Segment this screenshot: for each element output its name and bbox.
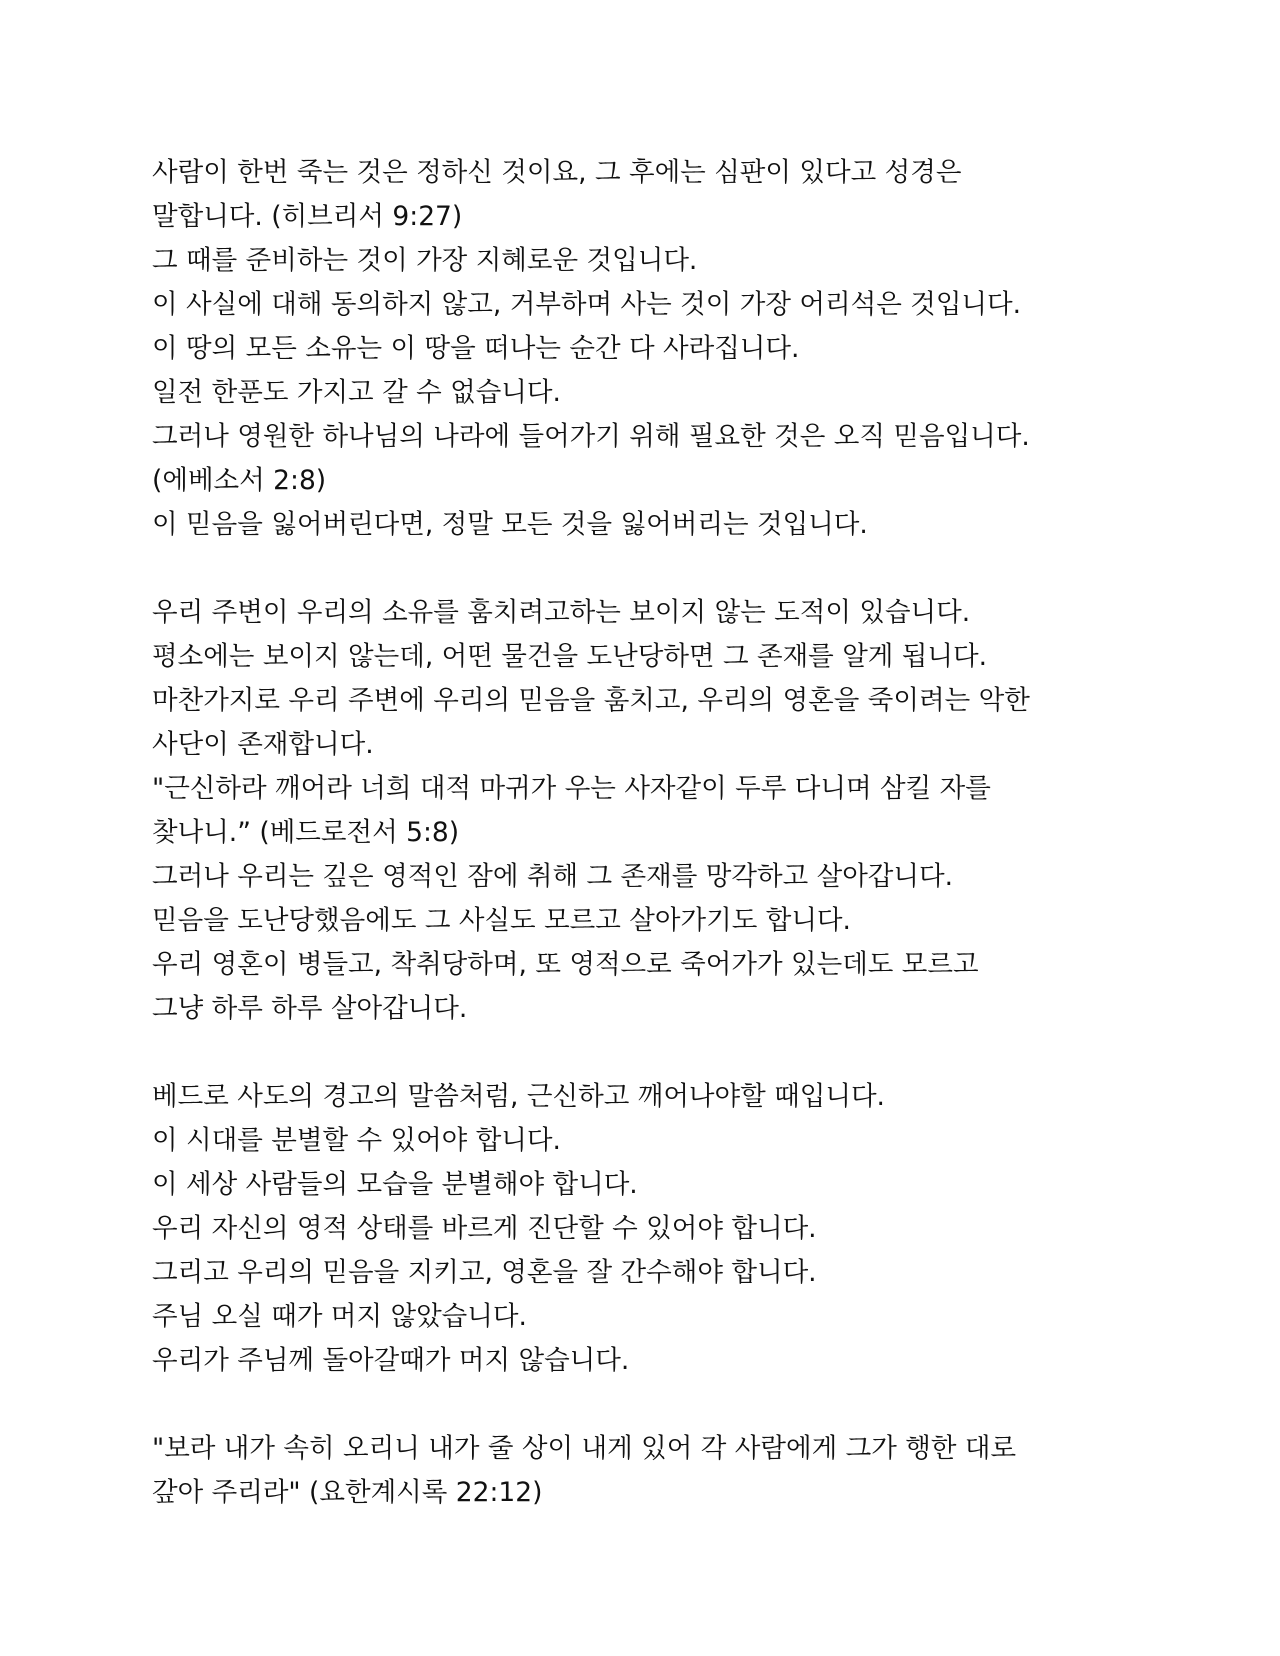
text-line: 찾나니.” (베드로전서 5:8) [152, 817, 460, 848]
text-line: (에베소서 2:8) [152, 465, 327, 496]
text-line: 우리 자신의 영적 상태를 바르게 진단할 수 있어야 합니다. [152, 1213, 817, 1244]
text-line: 그러나 우리는 깊은 영적인 잠에 취해 그 존재를 망각하고 살아갑니다. [152, 861, 954, 892]
text-line: 일전 한푼도 가지고 갈 수 없습니다. [152, 377, 561, 408]
text-line: 이 시대를 분별할 수 있어야 합니다. [152, 1125, 561, 1156]
text-line: 마찬가지로 우리 주변에 우리의 믿음을 훔치고, 우리의 영혼을 죽이려는 악한 [152, 685, 1030, 716]
text-line: 우리 영혼이 병들고, 착취당하며, 또 영적으로 죽어가가 있는데도 모르고 [152, 949, 979, 980]
text-line: 사단이 존재합니다. [152, 729, 374, 760]
paragraph-4-quote [152, 1427, 1162, 1515]
text-line: 갚아 주리라" (요한계시록 22:12) [152, 1477, 543, 1508]
text-line: 평소에는 보이지 않는데, 어떤 물건을 도난당하면 그 존재를 알게 됩니다. [152, 641, 988, 672]
text-line: 이 땅의 모든 소유는 이 땅을 떠나는 순간 다 사라집니다. [152, 333, 800, 364]
text-line: 그 때를 준비하는 것이 가장 지혜로운 것입니다. [152, 245, 698, 276]
text-line: 우리가 주님께 돌아갈때가 머지 않습니다. [152, 1345, 630, 1376]
text-line: 그리고 우리의 믿음을 지키고, 영혼을 잘 간수해야 합니다. [152, 1257, 817, 1288]
text-line: "보라 내가 속히 오리니 내가 줄 상이 내게 있어 각 사람에게 그가 행한 대로 [152, 1433, 1017, 1464]
text-line: 베드로 사도의 경고의 말씀처럼, 근신하고 깨어나야할 때입니다. [152, 1081, 885, 1112]
text-line: 이 사실에 대해 동의하지 않고, 거부하며 사는 것이 가장 어리석은 것입니다. [152, 289, 1022, 320]
text-line: 이 믿음을 잃어버린다면, 정말 모든 것을 잃어버리는 것입니다. [152, 509, 868, 540]
text-line: 말합니다. (히브리서 9:27) [152, 201, 463, 232]
paragraph-1 [152, 151, 1162, 547]
text-line: 믿음을 도난당했음에도 그 사실도 모르고 살아가기도 합니다. [152, 905, 851, 936]
paragraph-3 [152, 1075, 1162, 1383]
text-line: 주님 오실 때가 머지 않았습니다. [152, 1301, 527, 1332]
text-line: 우리 주변이 우리의 소유를 훔치려고하는 보이지 않는 도적이 있습니다. [152, 597, 971, 628]
text-line: "근신하라 깨어라 너희 대적 마귀가 우는 사자같이 두루 다니며 삼킬 자를 [152, 773, 991, 804]
document-body [152, 151, 1162, 1515]
paragraph-2 [152, 591, 1162, 1031]
text-line: 이 세상 사람들의 모습을 분별해야 합니다. [152, 1169, 638, 1200]
text-line: 사람이 한번 죽는 것은 정하신 것이요, 그 후에는 심판이 있다고 성경은 [152, 157, 962, 188]
text-line: 그냥 하루 하루 살아갑니다. [152, 993, 468, 1024]
text-line: 그러나 영원한 하나님의 나라에 들어가기 위해 필요한 것은 오직 믿음입니다. [152, 421, 1030, 452]
